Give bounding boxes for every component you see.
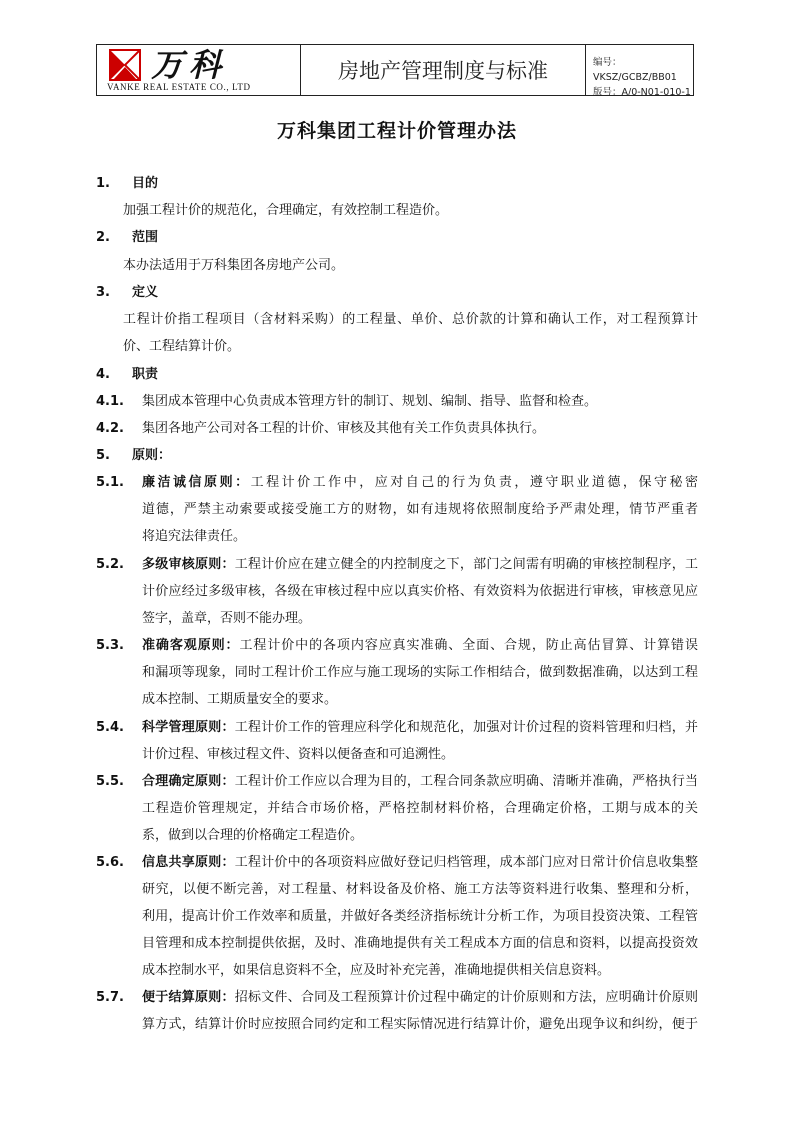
- section-text: 合理确定原则：工程计价工作应以合理为目的，工程合同条款应明确、清晰并准确，严格执行当: [142, 774, 698, 789]
- section-text: 成本控制水平，如果信息资料不全，应及时补充完善，准确地提供相关信息资料。: [142, 963, 611, 978]
- section-text: 计价应经过多级审核，各级在审核过程中应以真实价格、有效资料为依据进行审核，审核意见应: [142, 584, 698, 599]
- section-text: 目管理和成本控制提供依据，及时、准确地提供有关工程成本方面的信息和资料，以提高投资效: [142, 936, 698, 951]
- section-text: 道德，严禁主动索要或接受施工方的财物，如有违规将依照制度给予严肃处理，情节严重者: [142, 502, 698, 517]
- section-number: 5.6.: [96, 855, 124, 870]
- section-title: 目的: [132, 176, 159, 191]
- document-title: 万科集团工程计价管理办法: [276, 120, 517, 142]
- company-logo: [97, 45, 301, 95]
- section-text: 信息共享原则：工程计价中的各项资料应做好登记归档管理，成本部门应对日常计价信息收集整: [142, 855, 698, 870]
- section-text: 加强工程计价的规范化，合理确定，有效控制工程造价。: [123, 203, 449, 218]
- system-title: 房地产管理制度与标准: [301, 45, 586, 95]
- clause-label: 多级审核原则：: [142, 557, 235, 572]
- logo-english-text: VANKE REAL ESTATE CO., LTD: [107, 82, 251, 92]
- document-code: 编号：VKSZ/GCBZ/BB01: [593, 57, 677, 83]
- section-text: 签字，盖章，否则不能办理。: [142, 611, 312, 626]
- section-text: 和漏项等现象，同时工程计价工作应与施工现场的实际工作相结合，做到数据准确，以达到工程: [142, 665, 698, 680]
- section-text: 便于结算原则：招标文件、合同及工程预算计价过程中确定的计价原则和方法，应明确计价原则: [142, 990, 698, 1005]
- section-text: 利用，提高计价工作效率和质量，并做好各类经济指标统计分析工作，为项目投资决策、工程管: [142, 909, 698, 924]
- clause-label: 准确客观原则：: [142, 638, 240, 653]
- section-text: 工程造价管理规定，并结合市场价格，严格控制材料价格，合理确定价格，工期与成本的关: [142, 801, 698, 816]
- section-number: 1.: [96, 176, 110, 191]
- section-text: 本办法适用于万科集团各房地产公司。: [123, 258, 345, 273]
- section-number: 3.: [96, 285, 110, 300]
- section-text: 多级审核原则：工程计价应在建立健全的内控制度之下，部门之间需有明确的审核控制程序，工: [142, 557, 698, 572]
- section-text: 集团成本管理中心负责成本管理方针的制订、规划、编制、指导、监督和检查。: [142, 394, 598, 409]
- section-number: 5.4.: [96, 720, 124, 735]
- section-number: 5.2.: [96, 557, 124, 572]
- section-title: 职责: [132, 367, 159, 382]
- section-number: 4.2.: [96, 421, 124, 436]
- section-number: 5.5.: [96, 774, 124, 789]
- section-text: 科学管理原则：工程计价工作的管理应科学化和规范化，加强对计价过程的资料管理和归档，并: [142, 720, 698, 735]
- section-title: 定义: [132, 285, 159, 300]
- section-text: 准确客观原则：工程计价中的各项内容应真实准确、全面、合规，防止高估冒算、计算错误: [142, 638, 698, 653]
- document-header: [96, 44, 694, 96]
- section-text: 价、工程结算计价。: [123, 339, 241, 354]
- section-text: 将追究法律责任。: [142, 529, 247, 544]
- clause-label: 信息共享原则：: [142, 855, 235, 870]
- section-text: 成本控制、工期质量安全的要求。: [142, 692, 338, 707]
- section-text: 研究，以便不断完善，对工程量、材料设备及价格、施工方法等资料进行收集、整理和分析，: [142, 882, 698, 897]
- section-text: 集团各地产公司对各工程的计价、审核及其他有关工作负责具体执行。: [142, 421, 546, 436]
- clause-label: 合理确定原则：: [142, 774, 235, 789]
- section-number: 4.: [96, 367, 110, 382]
- document-meta: [586, 45, 693, 98]
- section-text: 系，做到以合理的价格确定工程造价。: [142, 828, 364, 843]
- section-title: 原则：: [132, 448, 172, 463]
- section-text: 计价过程、审核过程文件、资料以便备查和可追溯性。: [142, 747, 455, 762]
- section-text: 廉洁诚信原则：工程计价工作中，应对自己的行为负责，遵守职业道德，保守秘密: [142, 475, 698, 490]
- section-text: 工程计价指工程项目（含材料采购）的工程量、单价、总价款的计算和确认工作，对工程预算计: [123, 312, 698, 327]
- section-number: 5.: [96, 448, 110, 463]
- section-number: 5.7.: [96, 990, 124, 1005]
- clause-label: 便于结算原则：: [142, 990, 235, 1005]
- section-text: 算方式，结算计价时应按照合同约定和工程实际情况进行结算计价，避免出现争议和纠纷，便于: [142, 1017, 698, 1032]
- section-number: 5.1.: [96, 475, 124, 490]
- document-version: 版号：A/0-N01-010-1: [593, 87, 691, 98]
- section-number: 5.3.: [96, 638, 124, 653]
- clause-label: 廉洁诚信原则：: [142, 475, 251, 490]
- section-number: 2.: [96, 230, 110, 245]
- section-title: 范围: [132, 230, 159, 245]
- section-number: 4.1.: [96, 394, 124, 409]
- clause-label: 科学管理原则：: [142, 720, 235, 735]
- vanke-logo-icon: [109, 49, 141, 81]
- logo-chinese-text: 万科: [151, 46, 228, 84]
